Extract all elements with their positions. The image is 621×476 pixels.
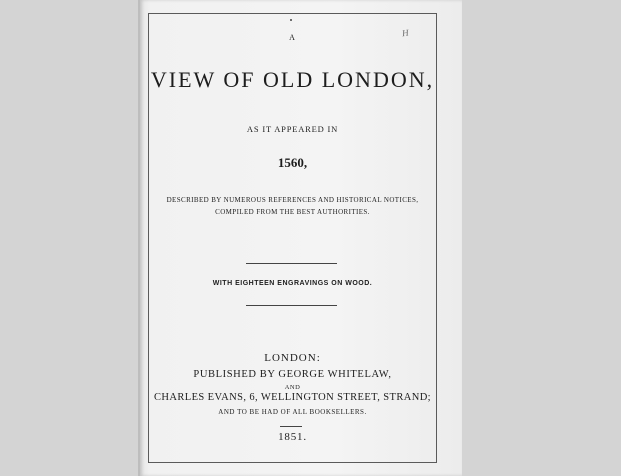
title-article: A [289,33,296,42]
engravings-note: WITH EIGHTEEN ENGRAVINGS ON WOOD. [212,280,373,287]
divider-top [246,263,337,264]
imprint-copublisher: CHARLES EVANS, 6, WELLINGTON STREET, STRAND; [154,392,431,403]
divider-bottom [246,305,337,306]
book-title: VIEW OF OLD LONDON, [150,67,435,92]
imprint-date: 1851. [278,431,307,443]
imprint-and: AND [284,384,301,391]
imprint-publisher: PUBLISHED BY GEORGE WHITELAW, [193,369,392,380]
description-line-1: DESCRIBED BY NUMEROUS REFERENCES AND HISTORICAL NOTICES, [166,196,419,204]
imprint-place: LONDON: [264,352,321,364]
subtitle-year: 1560, [277,155,308,170]
date-rule [280,426,302,427]
pencil-annotation: H [401,27,410,39]
imprint-booksellers: AND TO BE HAD OF ALL BOOKSELLERS. [218,408,367,416]
page-speck [290,19,292,21]
subtitle-appeared: AS IT APPEARED IN [246,124,339,134]
description-line-2: COMPILED FROM THE BEST AUTHORITIES. [215,208,370,216]
